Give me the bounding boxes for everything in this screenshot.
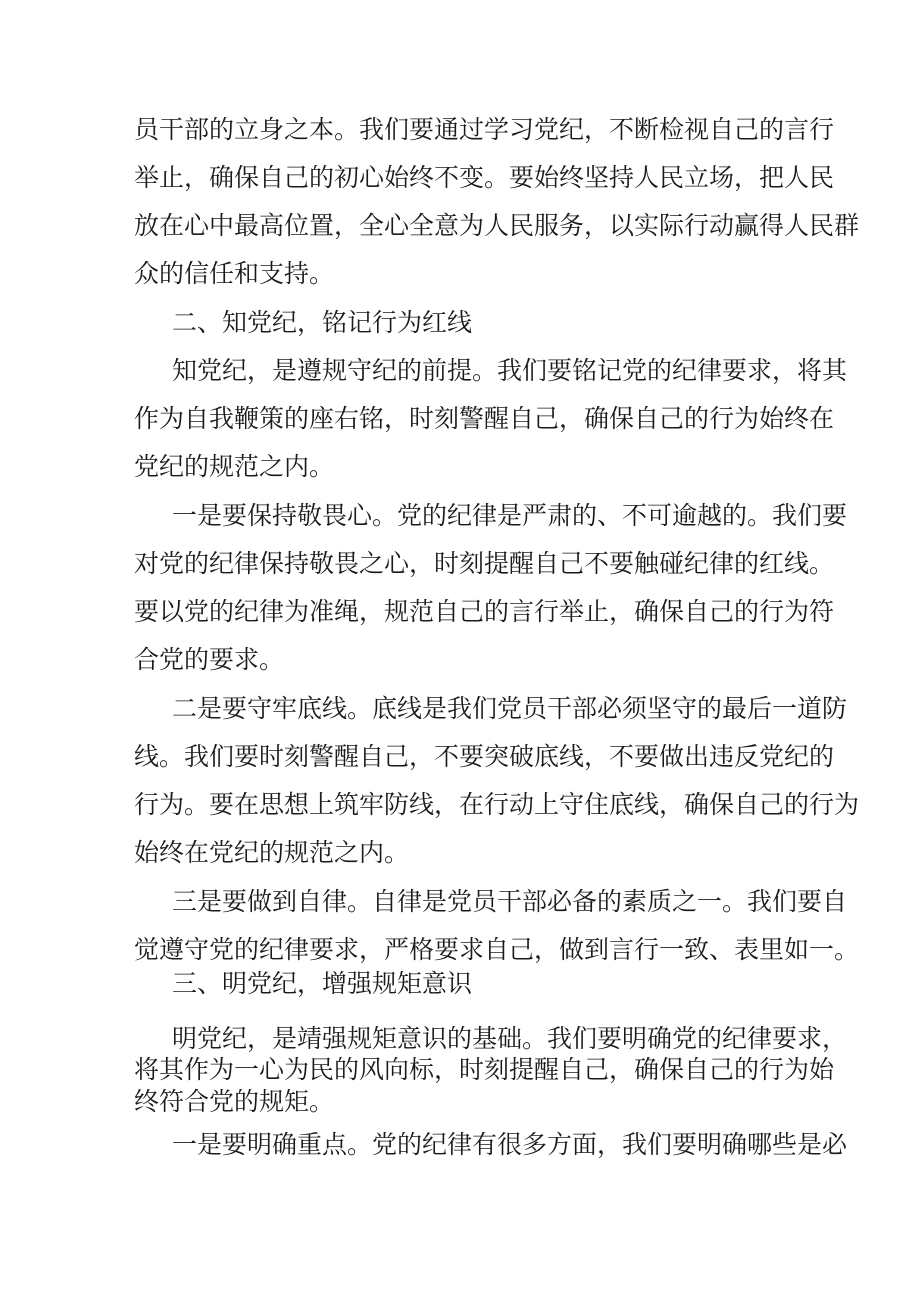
text-line-22: 终符合党的规矩。 xyxy=(134,1087,335,1116)
text-line-1: 员干部的立身之本。我们要通过学习党纪，不断检视自己的言行 xyxy=(134,115,835,144)
section-heading-2: 二、知党纪，铭记行为红线 xyxy=(172,308,473,337)
text-line-16: 始终在党纪的规范之内。 xyxy=(134,838,410,867)
text-line-10: 对党的纪律保持敬畏之心，时刻提醒自己不要触碰纪律的红线。 xyxy=(134,549,835,578)
text-line-14: 线。我们要时刻警醒自己，不要突破底线，不要做出违反党纪的 xyxy=(134,742,835,771)
text-line-6: 知党纪，是遵规守纪的前提。我们要铭记党的纪律要求，将其 xyxy=(172,356,848,385)
text-line-8: 党纪的规范之内。 xyxy=(134,452,335,481)
text-line-21: 将其作为一心为民的风向标，时刻提醒自己，确保自己的行为始 xyxy=(134,1055,835,1084)
text-line-11: 要以党的纪律为准绳，规范自己的言行举止，确保自己的行为符 xyxy=(134,597,835,626)
text-line-17: 三是要做到自律。自律是党员干部必备的素质之一。我们要自 xyxy=(172,887,848,916)
text-line-20: 明党纪，是靖强规矩意识的基础。我们要明确党的纪律要求， xyxy=(172,1024,848,1053)
text-line-7: 作为自我鞭策的座右铭，时刻警醒自己，确保自己的行为始终在 xyxy=(134,404,835,433)
text-line-13: 二是要守牢底线。底线是我们党员干部必须坚守的最后一道防 xyxy=(172,694,848,723)
section-heading-3: 三、明党纪，增强规矩意识 xyxy=(172,969,473,998)
text-line-12: 合党的要求。 xyxy=(134,645,285,674)
text-line-9: 一是要保持敬畏心。党的纪律是严肃的、不可逾越的。我们要 xyxy=(172,501,848,530)
text-line-18: 觉遵守党的纪律要求，严格要求自己，做到言行一致、表里如一。 xyxy=(134,935,860,964)
text-line-23: 一是要明确重点。党的纪律有很多方面，我们要明确哪些是必 xyxy=(172,1130,848,1159)
text-line-2: 举止，确保自己的初心始终不变。要始终坚持人民立场，把人民 xyxy=(134,163,835,192)
text-line-4: 众的信任和支持。 xyxy=(134,259,335,288)
text-line-3: 放在心中最高位置，全心全意为人民服务，以实际行动赢得人民群 xyxy=(134,211,860,240)
text-line-15: 行为。要在思想上筑牢防线，在行动上守住底线，确保自己的行为 xyxy=(134,790,860,819)
